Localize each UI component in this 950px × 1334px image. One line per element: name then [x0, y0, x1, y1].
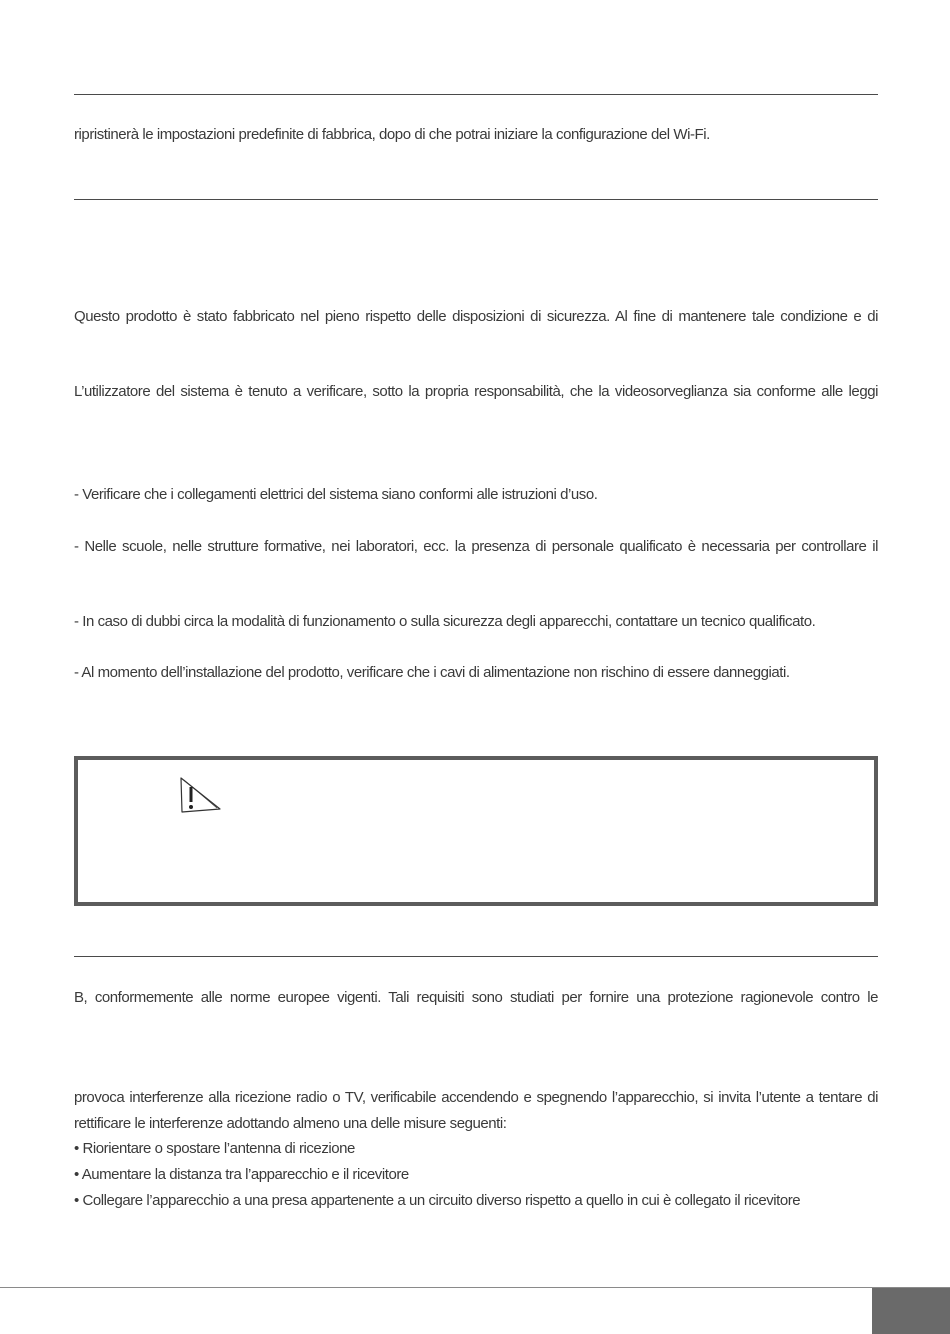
warning-box: [74, 756, 878, 906]
interference-bullet-1: • Riorientare o spostare l’antenna di ricezione: [74, 1140, 355, 1157]
safety-item-4: - Al momento dell’installazione del prodotto, verificare che i cavi di alimentazione non rischino di essere danneggiati.: [74, 664, 790, 681]
safety-user-note: L’utilizzatore del sistema è tenuto a verificare, sotto la propria responsabilità, che la videosorveglianza sia conforme alle leggi: [74, 383, 878, 400]
section-rule-1: [74, 199, 878, 200]
top-rule: [74, 94, 878, 95]
safety-item-3: - In caso di dubbi circa la modalità di funzionamento o sulla sicurezza degli apparecchi, contattare un tecnico qualificato.: [74, 613, 816, 630]
interference-line-1: B, conformemente alle norme europee vigenti. Tali requisiti sono studiati per fornire una protezione ragionevole contro le: [74, 989, 878, 1006]
reset-note: ripristinerà le impostazioni predefinite di fabbrica, dopo di che potrai iniziare la configurazione del Wi-Fi.: [74, 126, 710, 143]
interference-para-line-1: provoca interferenze alla ricezione radio o TV, verificabile accendendo e spegnendo l’apparecchio, si invita l’utente a tentare di: [74, 1089, 878, 1106]
safety-intro: Questo prodotto è stato fabbricato nel pieno rispetto delle disposizioni di sicurezza. Al fine di mantenere tale condizione e di: [74, 308, 878, 325]
warning-triangle-icon: [178, 776, 222, 816]
interference-bullet-2: • Aumentare la distanza tra l’apparecchio e il ricevitore: [74, 1166, 409, 1183]
interference-bullet-3: • Collegare l’apparecchio a una presa appartenente a un circuito diverso rispetto a quello in cui è collegato il ricevitore: [74, 1192, 801, 1209]
page-number-block: [872, 1288, 950, 1334]
safety-item-2: - Nelle scuole, nelle strutture formative, nei laboratori, ecc. la presenza di personale qualificato è necessaria per controllare il: [74, 538, 878, 555]
section-rule-2: [74, 956, 878, 957]
footer-line: [0, 1287, 950, 1288]
safety-item-1: - Verificare che i collegamenti elettrici del sistema siano conformi alle istruzioni d’uso.: [74, 486, 598, 503]
interference-para-line-2: rettificare le interferenze adottando almeno una delle misure seguenti:: [74, 1115, 507, 1132]
